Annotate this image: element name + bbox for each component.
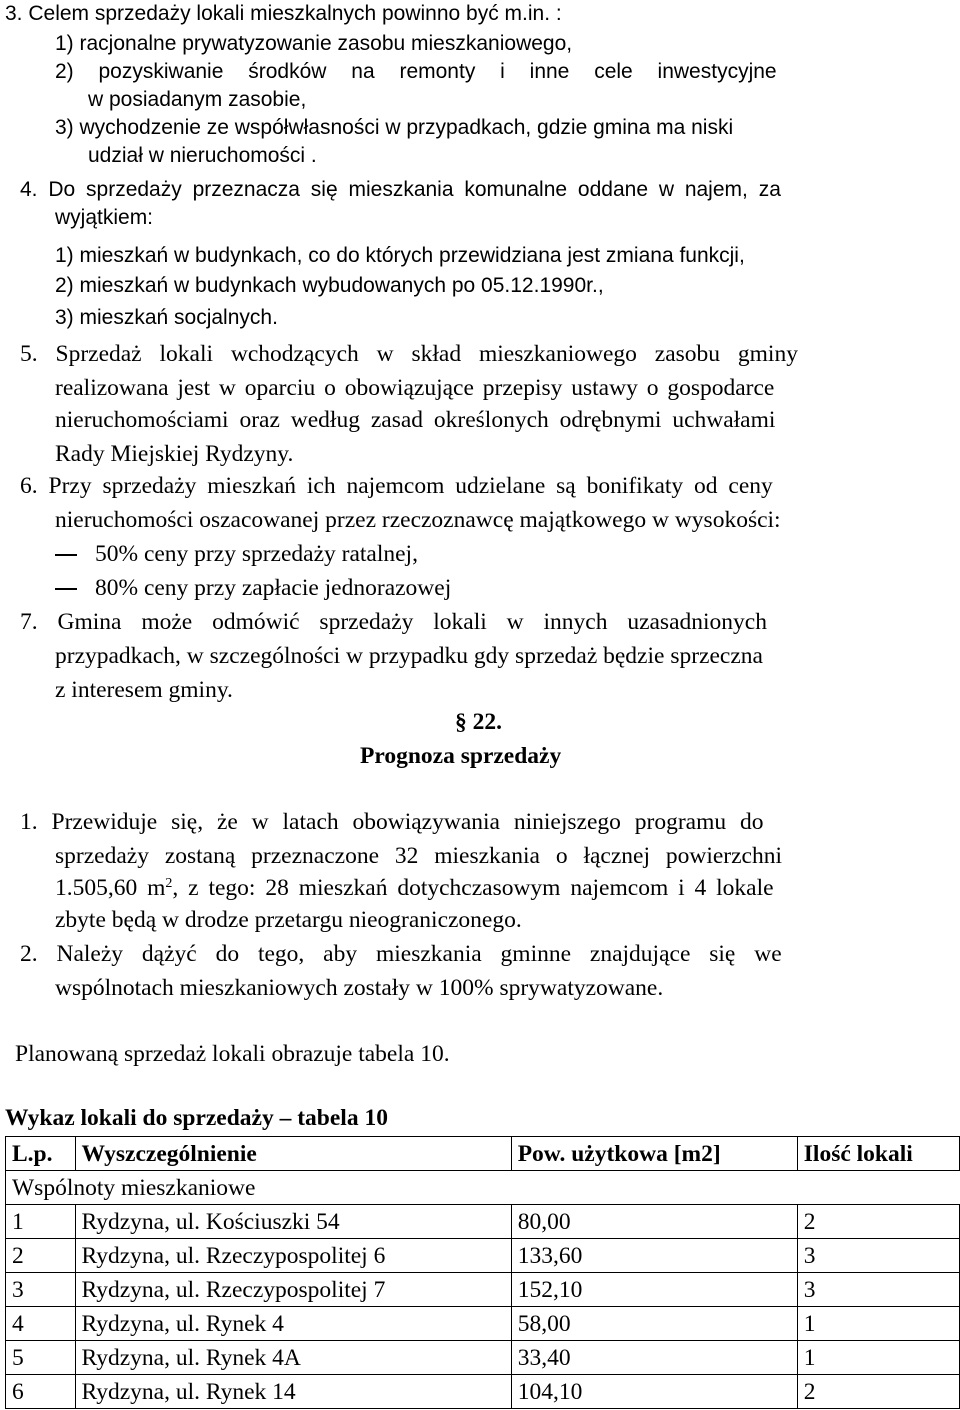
cell-lp: 5 <box>6 1341 76 1375</box>
dash-bullet-icon <box>55 588 77 590</box>
table-row <box>6 1205 960 1239</box>
forecast-p1-line-3 <box>55 874 774 902</box>
area-value: 1.505,60 m <box>55 875 166 901</box>
sec4-line-1: 4. Do sprzedaży przeznacza się mieszkania komunalne oddane w najem, za <box>20 178 781 201</box>
table-header-row <box>6 1137 960 1171</box>
forecast-p1-line-3-rest: , z tego: 28 mieszkań dotychczasowym najemcom i 4 lokale <box>172 875 774 901</box>
group-label: Wspólnoty mieszkaniowe <box>6 1171 960 1205</box>
table-caption: Wykaz lokali do sprzedaży – tabela 10 <box>5 1105 388 1131</box>
cell-count: 1 <box>797 1307 959 1341</box>
sec5-line-4: Rady Miejskiej Rydzyny. <box>55 441 294 467</box>
cell-lp: 1 <box>6 1205 76 1239</box>
forecast-p1-line-1: 1. Przewiduje się, że w latach obowiązywania niniejszego programu do <box>20 809 764 835</box>
sec6-bullet-2 <box>55 574 451 602</box>
header-count: Ilość lokali <box>797 1137 959 1171</box>
header-area: Pow. użytkowa [m2] <box>511 1137 797 1171</box>
cell-count: 2 <box>797 1205 959 1239</box>
sec4-item-2: 2) mieszkań w budynkach wybudowanych po 05.12.1990r., <box>55 274 604 297</box>
table-group-row <box>6 1171 960 1205</box>
sec4-item-3: 3) mieszkań socjalnych. <box>55 306 278 329</box>
section-number: § 22. <box>455 709 502 735</box>
sec3-item-3-line-2: udział w nieruchomości . <box>88 144 317 167</box>
cell-area: 152,10 <box>511 1273 797 1307</box>
cell-lp: 3 <box>6 1273 76 1307</box>
sec3-item-2-line-2: w posiadanym zasobie, <box>88 88 307 111</box>
sec5-line-2: realizowana jest w oparciu o obowiązujące przepisy ustawy o gospodarce <box>55 375 775 401</box>
cell-area: 104,10 <box>511 1375 797 1409</box>
units-table <box>5 1136 960 1409</box>
cell-address: Rydzyna, ul. Rynek 4A <box>75 1341 511 1375</box>
forecast-p2-line-1: 2. Należy dążyć do tego, aby mieszkania gminne znajdujące się we <box>20 941 782 967</box>
cell-lp: 6 <box>6 1375 76 1409</box>
cell-count: 1 <box>797 1341 959 1375</box>
cell-address: Rydzyna, ul. Rynek 14 <box>75 1375 511 1409</box>
section-title: Prognoza sprzedaży <box>360 743 562 769</box>
sec6-bullet-2-text: 80% ceny przy zapłacie jednorazowej <box>95 575 452 601</box>
sec3-item-2-line-1 <box>55 58 952 86</box>
cell-area: 133,60 <box>511 1239 797 1273</box>
sec6-bullet-1 <box>55 540 418 568</box>
sec3-item-3-line-1: 3) wychodzenie ze współwłasności w przypadkach, gdzie gmina ma niski <box>55 116 734 139</box>
area-unit-superscript: 2 <box>165 876 173 891</box>
table-intro: Planowaną sprzedaż lokali obrazuje tabela 10. <box>15 1041 450 1067</box>
sec3-item-2-text: 2) pozyskiwanie środków na remonty i inne cele inwestycyjne <box>55 60 777 83</box>
sec4-line-2: wyjątkiem: <box>55 206 154 229</box>
cell-count: 3 <box>797 1239 959 1273</box>
sec3-heading: 3. Celem sprzedaży lokali mieszkalnych powinno być m.in. : <box>5 2 562 25</box>
cell-lp: 2 <box>6 1239 76 1273</box>
header-description: Wyszczególnienie <box>75 1137 511 1171</box>
cell-area: 33,40 <box>511 1341 797 1375</box>
sec5-line-1: 5. Sprzedaż lokali wchodzących w skład mieszkaniowego zasobu gminy <box>20 341 798 367</box>
table-row <box>6 1239 960 1273</box>
sec5-line-3: nieruchomościami oraz według zasad określonych odrębnymi uchwałami <box>55 407 776 433</box>
cell-count: 2 <box>797 1375 959 1409</box>
cell-count: 3 <box>797 1273 959 1307</box>
cell-address: Rydzyna, ul. Kościuszki 54 <box>75 1205 511 1239</box>
forecast-p1-line-4: zbyte będą w drodze przetargu nieograniczonego. <box>55 907 522 933</box>
sec7-line-3: z interesem gminy. <box>55 677 233 703</box>
cell-area: 80,00 <box>511 1205 797 1239</box>
sec7-line-2: przypadkach, w szczególności w przypadku gdy sprzedaż będzie sprzeczna <box>55 643 763 669</box>
sec3-item-1: 1) racjonalne prywatyzowanie zasobu mieszkaniowego, <box>55 32 573 55</box>
forecast-p2-line-2: wspólnotach mieszkaniowych zostały w 100% sprywatyzowane. <box>55 975 664 1001</box>
sec6-line-1: 6. Przy sprzedaży mieszkań ich najemcom udzielane są bonifikaty od ceny <box>20 473 773 499</box>
cell-address: Rydzyna, ul. Rzeczypospolitej 7 <box>75 1273 511 1307</box>
table-row <box>6 1341 960 1375</box>
cell-address: Rydzyna, ul. Rynek 4 <box>75 1307 511 1341</box>
dash-bullet-icon <box>55 554 77 556</box>
table-row <box>6 1273 960 1307</box>
forecast-p1-line-2: sprzedaży zostaną przeznaczone 32 mieszkania o łącznej powierzchni <box>55 843 783 869</box>
sec7-line-1: 7. Gmina może odmówić sprzedaży lokali w innych uzasadnionych <box>20 609 767 635</box>
cell-area: 58,00 <box>511 1307 797 1341</box>
table-row <box>6 1375 960 1409</box>
cell-address: Rydzyna, ul. Rzeczypospolitej 6 <box>75 1239 511 1273</box>
cell-lp: 4 <box>6 1307 76 1341</box>
header-lp: L.p. <box>6 1137 76 1171</box>
table-row <box>6 1307 960 1341</box>
sec6-line-2: nieruchomości oszacowanej przez rzeczoznawcę majątkowego w wysokości: <box>55 507 781 533</box>
sec4-item-1: 1) mieszkań w budynkach, co do których przewidziana jest zmiana funkcji, <box>55 244 745 267</box>
sec6-bullet-1-text: 50% ceny przy sprzedaży ratalnej, <box>95 541 418 567</box>
